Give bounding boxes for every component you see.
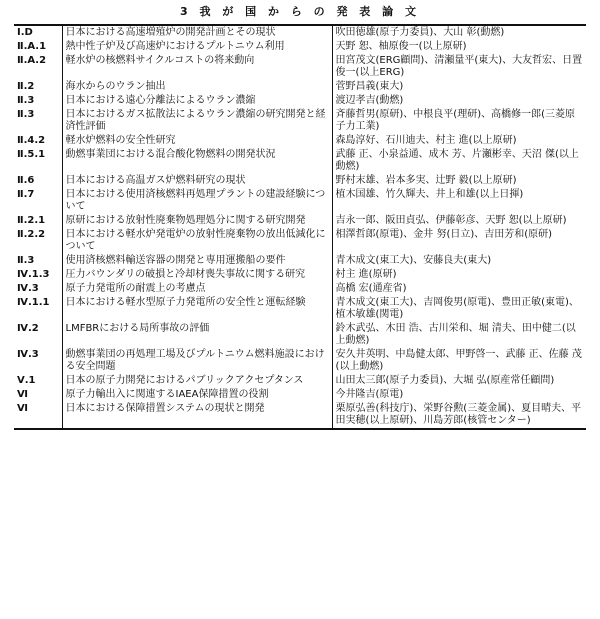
paper-title: 使用済核燃料輸送容器の開発と専用運搬船の要件	[62, 254, 332, 268]
paper-title: 熱中性子炉及び高速炉におけるプルトニウム利用	[62, 40, 332, 54]
paper-title: 日本における軽水型原子力発電所の安全性と運転経験	[62, 296, 332, 322]
paper-authors: 菅野昌義(東大)	[335, 81, 404, 92]
paper-title: 日本における使用済核燃料再処理プラントの建設経験について	[62, 188, 332, 214]
table-row	[14, 40, 586, 54]
paper-authors: 森島淳好、石川迪夫、村主 進(以上原研)	[335, 135, 517, 146]
paper-title: 日本における高温ガス炉燃料研究の現状	[62, 174, 332, 188]
paper-number: Ⅱ.3	[17, 95, 35, 106]
paper-authors: 鈴木武弘、木田 浩、古川栄和、堀 清夫、田中健二(以上動燃)	[335, 323, 576, 346]
table-row	[14, 54, 586, 80]
paper-authors: 天野 恕、柚原俊一(以上原研)	[335, 41, 467, 52]
paper-title: 日本における軽水炉発電炉の放射性廃棄物の放出低減化について	[62, 228, 332, 254]
table-row	[14, 94, 586, 108]
paper-number: Ⅵ	[17, 403, 28, 414]
table-row	[14, 228, 586, 254]
paper-authors: 高橋 宏(通産省)	[335, 283, 407, 294]
paper-authors: 今井隆吉(原電)	[335, 389, 404, 400]
paper-number: Ⅱ.5.1	[17, 149, 46, 160]
paper-title: 日本における遠心分離法によるウラン濃縮	[62, 94, 332, 108]
paper-authors: 村主 進(原研)	[335, 269, 397, 280]
paper-authors: 安久井英明、中島健太郎、甲野啓一、武藤 正、佐藤 茂(以上動燃)	[335, 349, 582, 372]
table-row	[14, 214, 586, 228]
paper-authors: 武藤 正、小泉益通、成木 芳、片瀬彬幸、天沼 傑(以上動燃)	[335, 149, 579, 172]
paper-authors: 青木成文(東工大)、吉岡俊男(原電)、豊田正敏(東電)、植木敏雄(関電)	[335, 297, 579, 320]
table-row	[14, 188, 586, 214]
table-row	[14, 268, 586, 282]
paper-authors: 田宮茂文(ERG顧問)、清瀬量平(東大)、大友哲宏、日置俊一(以上ERG)	[335, 55, 583, 78]
paper-number: Ⅳ.2	[17, 323, 39, 334]
table-row	[14, 348, 586, 374]
paper-authors: 青木成文(東工大)、安藤良夫(東大)	[335, 255, 492, 266]
paper-number: Ⅱ.4.2	[17, 135, 46, 146]
paper-title: 日本における高速増殖炉の開発計画とその現状	[62, 25, 332, 40]
papers-table	[14, 24, 586, 430]
paper-number: Ⅴ.1	[17, 375, 36, 386]
table-row	[14, 282, 586, 296]
paper-number: Ⅳ.1.3	[17, 269, 50, 280]
paper-title: 軽水炉燃料の安全性研究	[62, 134, 332, 148]
table-row	[14, 296, 586, 322]
table-row	[14, 322, 586, 348]
paper-number: Ⅱ.6	[17, 175, 35, 186]
table-row	[14, 174, 586, 188]
paper-number: Ⅱ.7	[17, 189, 35, 200]
paper-number: Ⅱ.2.1	[17, 215, 46, 226]
paper-title: 日本におけるガス拡散法によるウラン濃縮の研究開発と経済性評価	[62, 108, 332, 134]
paper-number: Ⅵ	[17, 389, 28, 400]
paper-title: 原子力輸出入に関連するIAEA保障措置の役割	[62, 388, 332, 402]
paper-number: Ⅱ.2.2	[17, 229, 46, 240]
papers-table-body	[14, 25, 586, 429]
paper-authors: 吹田徳雄(原子力委員)、大山 彰(動燃)	[335, 27, 505, 38]
paper-number: Ⅳ.3	[17, 283, 39, 294]
table-row	[14, 374, 586, 388]
paper-number: Ⅳ.1.1	[17, 297, 50, 308]
table-row	[14, 388, 586, 402]
paper-authors: 山田太三郎(原子力委員)、大堀 弘(原産常任顧問)	[335, 375, 555, 386]
table-row	[14, 80, 586, 94]
page-title: 3 我 が 国 か ら の 発 表 論 文	[180, 5, 420, 18]
table-row	[14, 134, 586, 148]
table-row	[14, 402, 586, 429]
paper-title: 軽水炉の核燃料サイクルコストの将来動向	[62, 54, 332, 80]
paper-number: Ⅰ.D	[17, 27, 33, 38]
paper-authors: 斉藤哲男(原研)、中根良平(理研)、高橋修一郎(三菱原子力工業)	[335, 109, 576, 132]
paper-title: 日本における保障措置システムの現状と開発	[62, 402, 332, 429]
paper-authors: 相澤哲郎(原電)、金井 努(日立)、吉田芳和(原研)	[335, 229, 553, 240]
paper-title: 原子力発電所の耐震上の考慮点	[62, 282, 332, 296]
paper-title: 海水からのウラン抽出	[62, 80, 332, 94]
paper-title: 圧力バウンダリの破損と冷却材喪失事故に関する研究	[62, 268, 332, 282]
paper-title: 原研における放射性廃棄物処理処分に関する研究開発	[62, 214, 332, 228]
table-row	[14, 148, 586, 174]
paper-authors: 野村末雄、岩本多実、辻野 毅(以上原研)	[335, 175, 517, 186]
paper-authors: 吉永一郎、阪田貞弘、伊藤彰彦、天野 恕(以上原研)	[335, 215, 567, 226]
paper-title: LMFBRにおける局所事故の評価	[62, 322, 332, 348]
table-row	[14, 254, 586, 268]
paper-title: 動燃事業団の再処理工場及びプルトニウム燃料施設における安全問題	[62, 348, 332, 374]
paper-authors: 渡辺孝吉(動燃)	[335, 95, 404, 106]
paper-number: Ⅱ.3	[17, 109, 35, 120]
paper-number: Ⅳ.3	[17, 349, 39, 360]
paper-title: 日本の原子力開発におけるパブリックアクセプタンス	[62, 374, 332, 388]
paper-number: Ⅱ.2	[17, 81, 35, 92]
table-row	[14, 25, 586, 40]
paper-authors: 栗原弘善(科技庁)、栄野谷勲(三菱金属)、夏目晴夫、平田実穂(以上原研)、川島芳郎(核管センター)	[335, 403, 582, 426]
table-row	[14, 108, 586, 134]
paper-number: Ⅱ.3	[17, 255, 35, 266]
paper-authors: 植木国雄、竹久輝夫、井上和雄(以上日揮)	[335, 189, 524, 200]
paper-title: 動燃事業団における混合酸化物燃料の開発状況	[62, 148, 332, 174]
paper-number: Ⅱ.A.2	[17, 55, 47, 66]
paper-number: Ⅱ.A.1	[17, 41, 47, 52]
